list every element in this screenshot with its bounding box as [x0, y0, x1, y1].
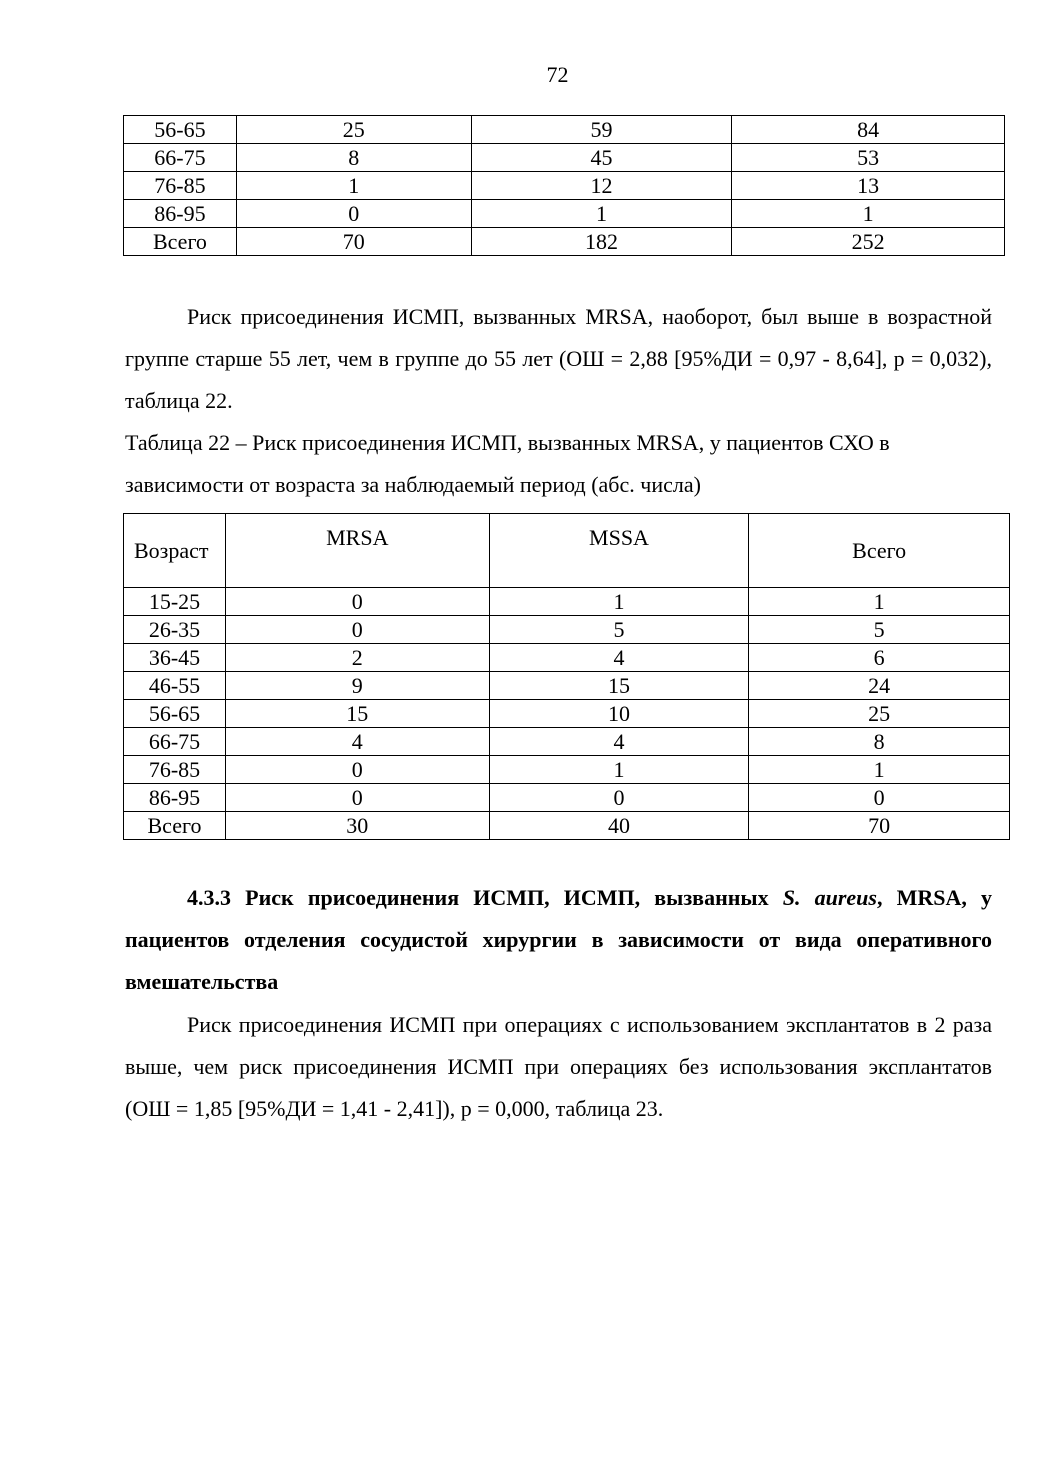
table-cell: 1 [749, 588, 1010, 616]
table-row [124, 784, 1010, 812]
table-cell: 76-85 [124, 172, 237, 200]
table-cell: 25 [236, 116, 471, 144]
table-cell: 1 [236, 172, 471, 200]
table-cell: 5 [489, 616, 749, 644]
table-cell: 0 [236, 200, 471, 228]
table-row [124, 812, 1010, 840]
table-cell: 36-45 [124, 644, 226, 672]
header-age: Возраст [124, 514, 226, 588]
table-cell: 66-75 [124, 144, 237, 172]
table-row [124, 116, 1005, 144]
table-cell: 4 [225, 728, 489, 756]
table-cell: 56-65 [124, 700, 226, 728]
table-cell: 84 [732, 116, 1005, 144]
table-row [124, 644, 1010, 672]
table-cell: 45 [471, 144, 732, 172]
table-row [124, 228, 1005, 256]
table-cell: 2 [225, 644, 489, 672]
table-cell: 30 [225, 812, 489, 840]
table-cell: 6 [749, 644, 1010, 672]
table-cell: 26-35 [124, 616, 226, 644]
table-cell: 10 [489, 700, 749, 728]
table-cell: 4 [489, 728, 749, 756]
table-cell: 70 [236, 228, 471, 256]
table-cell: 53 [732, 144, 1005, 172]
table-cell: 15 [489, 672, 749, 700]
table-22 [123, 513, 1010, 840]
table-row [124, 700, 1010, 728]
heading-italic-organism: S. aureus [782, 885, 877, 910]
table-row [124, 672, 1010, 700]
table-cell: 0 [225, 588, 489, 616]
table-row [124, 144, 1005, 172]
table-cell: 40 [489, 812, 749, 840]
header-mrsa: MRSA [225, 514, 489, 588]
table-cell: 86-95 [124, 784, 226, 812]
table-cell: 1 [732, 200, 1005, 228]
table-cell: 252 [732, 228, 1005, 256]
table-row [124, 728, 1010, 756]
table-cell: 46-55 [124, 672, 226, 700]
table-cell: 15 [225, 700, 489, 728]
table-cell: 4 [489, 644, 749, 672]
table-cell: 76-85 [124, 756, 226, 784]
table-cell: 0 [749, 784, 1010, 812]
heading-text-1: 4.3.3 Риск присоединения ИСМП, ИСМП, вызванных [187, 885, 783, 910]
table-cell: 182 [471, 228, 732, 256]
table-cell: 5 [749, 616, 1010, 644]
table-cell: 1 [489, 588, 749, 616]
header-total: Всего [749, 514, 1010, 588]
table-row [124, 616, 1010, 644]
table-cell: 24 [749, 672, 1010, 700]
paragraph-mrsa-risk: Риск присоединения ИСМП, вызванных MRSA, наоборот, был выше в возрастной группе старше 55 лет, чем в группе до 55 лет (ОШ = 2,88 [95%ДИ = 0,97 - 8,64], p = 0,032), таблица 22. [125, 304, 992, 413]
table-cell: 15-25 [124, 588, 226, 616]
table-cell: 25 [749, 700, 1010, 728]
section-heading [125, 877, 992, 1003]
table-cell: Всего [124, 228, 237, 256]
table-cell: 56-65 [124, 116, 237, 144]
table-cell: Всего [124, 812, 226, 840]
table-cell: 0 [225, 784, 489, 812]
heading-text-2: , MRSA, у пациентов отделения сосудистой хирургии в зависимости от вида оперативного вмешательства [125, 885, 993, 994]
table-cell: 70 [749, 812, 1010, 840]
table-row [124, 200, 1005, 228]
table-cell: 9 [225, 672, 489, 700]
table-cell: 1 [489, 756, 749, 784]
table-row [124, 756, 1010, 784]
table-cell: 0 [489, 784, 749, 812]
table-22-caption: Таблица 22 – Риск присоединения ИСМП, вызванных MRSA, у пациентов СХО в зависимости от возраста за наблюдаемый период (абс. числа) [125, 430, 890, 497]
table-cell: 59 [471, 116, 732, 144]
table-cell: 1 [471, 200, 732, 228]
table-cell: 66-75 [124, 728, 226, 756]
table-cell: 1 [749, 756, 1010, 784]
page-number: 72 [546, 62, 569, 87]
paragraph-explants-risk: Риск присоединения ИСМП при операциях с использованием эксплантатов в 2 раза выше, чем риск присоединения ИСМП при операциях без использования эксплантатов (ОШ = 1,85 [95%ДИ = 1,41 - 2,41]), p = 0,000, таблица 23. [125, 1012, 992, 1121]
table-cell: 13 [732, 172, 1005, 200]
table-header-row [124, 514, 1010, 588]
header-mssa: MSSA [489, 514, 749, 588]
table-cell: 86-95 [124, 200, 237, 228]
table-row [124, 172, 1005, 200]
table-cell: 8 [236, 144, 471, 172]
age-table-continued [123, 115, 1005, 256]
table-cell: 0 [225, 756, 489, 784]
table-cell: 8 [749, 728, 1010, 756]
table-cell: 12 [471, 172, 732, 200]
table-cell: 0 [225, 616, 489, 644]
table-row [124, 588, 1010, 616]
